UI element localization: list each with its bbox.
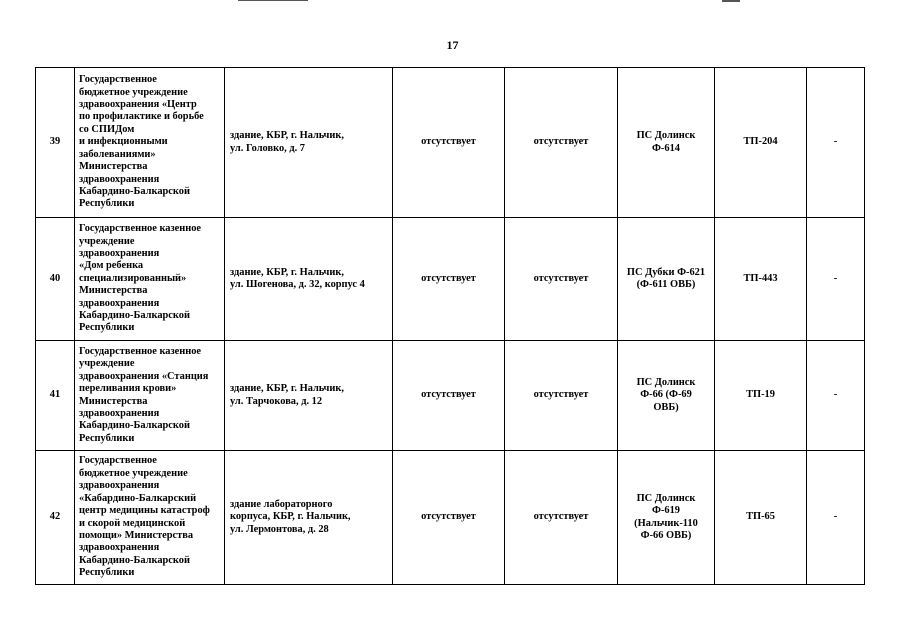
organization-name-cell-line: Государственное казенное: [79, 345, 202, 357]
transformer-cell: ТП-65: [715, 451, 807, 585]
table-row: [36, 341, 865, 451]
organization-name-cell-line: Министерства: [79, 161, 148, 173]
organization-name-cell-line: здравоохранения: [79, 297, 160, 309]
dash-cell: -: [807, 218, 865, 341]
organization-name-cell-line: переливания крови»: [79, 383, 177, 395]
substation-cell-line: ПС Долинск: [636, 376, 696, 388]
absent-cell: отсутствует: [393, 451, 505, 585]
substation-cell-line: (Нальчик-110: [634, 517, 698, 529]
address-cell: [225, 341, 393, 451]
organization-name-cell: [75, 68, 225, 218]
substation-cell-line: Ф-614: [652, 142, 680, 154]
substation-cell-line: Ф-619: [652, 505, 680, 517]
organization-name-cell: [75, 341, 225, 451]
row-number-cell: 39: [36, 68, 75, 218]
dash-cell: -: [807, 341, 865, 451]
organization-name-cell-line: Кабардино-Балкарской: [79, 310, 190, 322]
organization-name-cell-line: здравоохранения «Центр: [79, 99, 197, 111]
address-cell: [225, 451, 393, 585]
scan-mark: [238, 0, 308, 1]
address-cell-line: здание, КБР, г. Нальчик,: [230, 266, 344, 278]
substation-cell-line: ПС Дубки Ф-621: [626, 266, 706, 278]
organization-name-cell-line: здравоохранения: [79, 407, 160, 419]
page-number: 17: [446, 38, 459, 52]
transformer-cell: ТП-19: [715, 341, 807, 451]
address-cell-line: здание, КБР, г. Нальчик,: [230, 383, 344, 395]
facilities-table: [35, 67, 865, 585]
organization-name-cell-line: здравоохранения: [79, 542, 160, 554]
organization-name-cell-line: специализированный»: [79, 272, 187, 284]
table-row: [36, 451, 865, 585]
address-cell-line: ул. Лермонтова, д. 28: [230, 523, 329, 535]
organization-name-cell-line: учреждение: [79, 235, 135, 247]
organization-name-cell-line: Республики: [79, 567, 135, 579]
organization-name-cell-line: со СПИДом: [79, 123, 135, 135]
row-number-cell: 41: [36, 341, 75, 451]
organization-name-cell-line: Министерства: [79, 285, 148, 297]
organization-name-cell-line: заболеваниями»: [79, 148, 156, 160]
address-cell-line: корпуса, КБР, г. Нальчик,: [230, 511, 351, 523]
organization-name-cell-line: Республики: [79, 198, 135, 210]
organization-name-cell-line: Государственное: [79, 74, 157, 86]
address-cell-line: здание лабораторного: [230, 498, 333, 510]
organization-name-cell-line: Министерства: [79, 395, 148, 407]
organization-name-cell-line: здравоохранения: [79, 173, 160, 185]
organization-name-cell-line: здравоохранения: [79, 480, 160, 492]
address-cell-line: здание, КБР, г. Нальчик,: [230, 130, 344, 142]
absent-cell: отсутствует: [393, 341, 505, 451]
address-cell-line: ул. Шогенова, д. 32, корпус 4: [230, 279, 365, 290]
substation-cell-line: Ф-66 (Ф-69: [640, 389, 692, 401]
organization-name-cell-line: Республики: [79, 432, 135, 444]
dash-cell: -: [807, 68, 865, 218]
organization-name-cell-line: Кабардино-Балкарской: [79, 185, 190, 197]
substation-cell: [618, 451, 715, 585]
organization-name-cell: [75, 451, 225, 585]
absent-cell: отсутствует: [505, 341, 618, 451]
substation-cell-line: ПС Долинск: [636, 492, 696, 504]
organization-name-cell: [75, 218, 225, 341]
table-row: [36, 218, 865, 341]
organization-name-cell-line: «Кабардино-Балкарский: [79, 492, 197, 504]
substation-cell-line: Ф-66 ОВБ): [640, 529, 692, 541]
organization-name-cell-line: Кабардино-Балкарской: [79, 420, 190, 432]
absent-cell: отсутствует: [505, 218, 618, 341]
absent-cell: отсутствует: [505, 451, 618, 585]
absent-cell: отсутствует: [505, 68, 618, 218]
address-cell-line: ул. Головко, д. 7: [230, 142, 305, 154]
organization-name-cell-line: здравоохранения «Станция: [79, 370, 209, 382]
substation-cell-line: ОВБ): [653, 401, 679, 413]
organization-name-cell-line: бюджетное учреждение: [79, 467, 188, 479]
scan-mark: [722, 0, 740, 2]
organization-name-cell-line: и скорой медицинской: [79, 517, 186, 529]
organization-name-cell-line: учреждение: [79, 358, 135, 370]
organization-name-cell-line: Республики: [79, 322, 135, 334]
transformer-cell: ТП-443: [715, 218, 807, 341]
organization-name-cell-line: здравоохранения: [79, 247, 160, 259]
substation-cell: [618, 218, 715, 341]
transformer-cell: ТП-204: [715, 68, 807, 218]
absent-cell: отсутствует: [393, 218, 505, 341]
organization-name-cell-line: помощи» Министерства: [79, 529, 194, 541]
dash-cell: -: [807, 451, 865, 585]
row-number-cell: 42: [36, 451, 75, 585]
row-number-cell: 40: [36, 218, 75, 341]
organization-name-cell-line: Государственное казенное: [79, 223, 202, 235]
absent-cell: отсутствует: [393, 68, 505, 218]
table-body: [36, 68, 865, 585]
address-cell: [225, 218, 393, 341]
substation-cell: [618, 341, 715, 451]
substation-cell-line: (Ф-611 ОВБ): [636, 279, 696, 290]
address-cell: [225, 68, 393, 218]
organization-name-cell-line: бюджетное учреждение: [79, 86, 188, 98]
organization-name-cell-line: и инфекционными: [79, 136, 168, 148]
organization-name-cell-line: Государственное: [79, 455, 157, 467]
organization-name-cell-line: центр медицины катастроф: [79, 505, 210, 517]
substation-cell: [618, 68, 715, 218]
organization-name-cell-line: Кабардино-Балкарской: [79, 554, 190, 566]
organization-name-cell-line: «Дом ребенка: [79, 260, 144, 272]
address-cell-line: ул. Тарчокова, д. 12: [230, 395, 323, 407]
organization-name-cell-line: по профилактике и борьбе: [79, 111, 204, 123]
substation-cell-line: ПС Долинск: [636, 130, 696, 142]
table-row: [36, 68, 865, 218]
